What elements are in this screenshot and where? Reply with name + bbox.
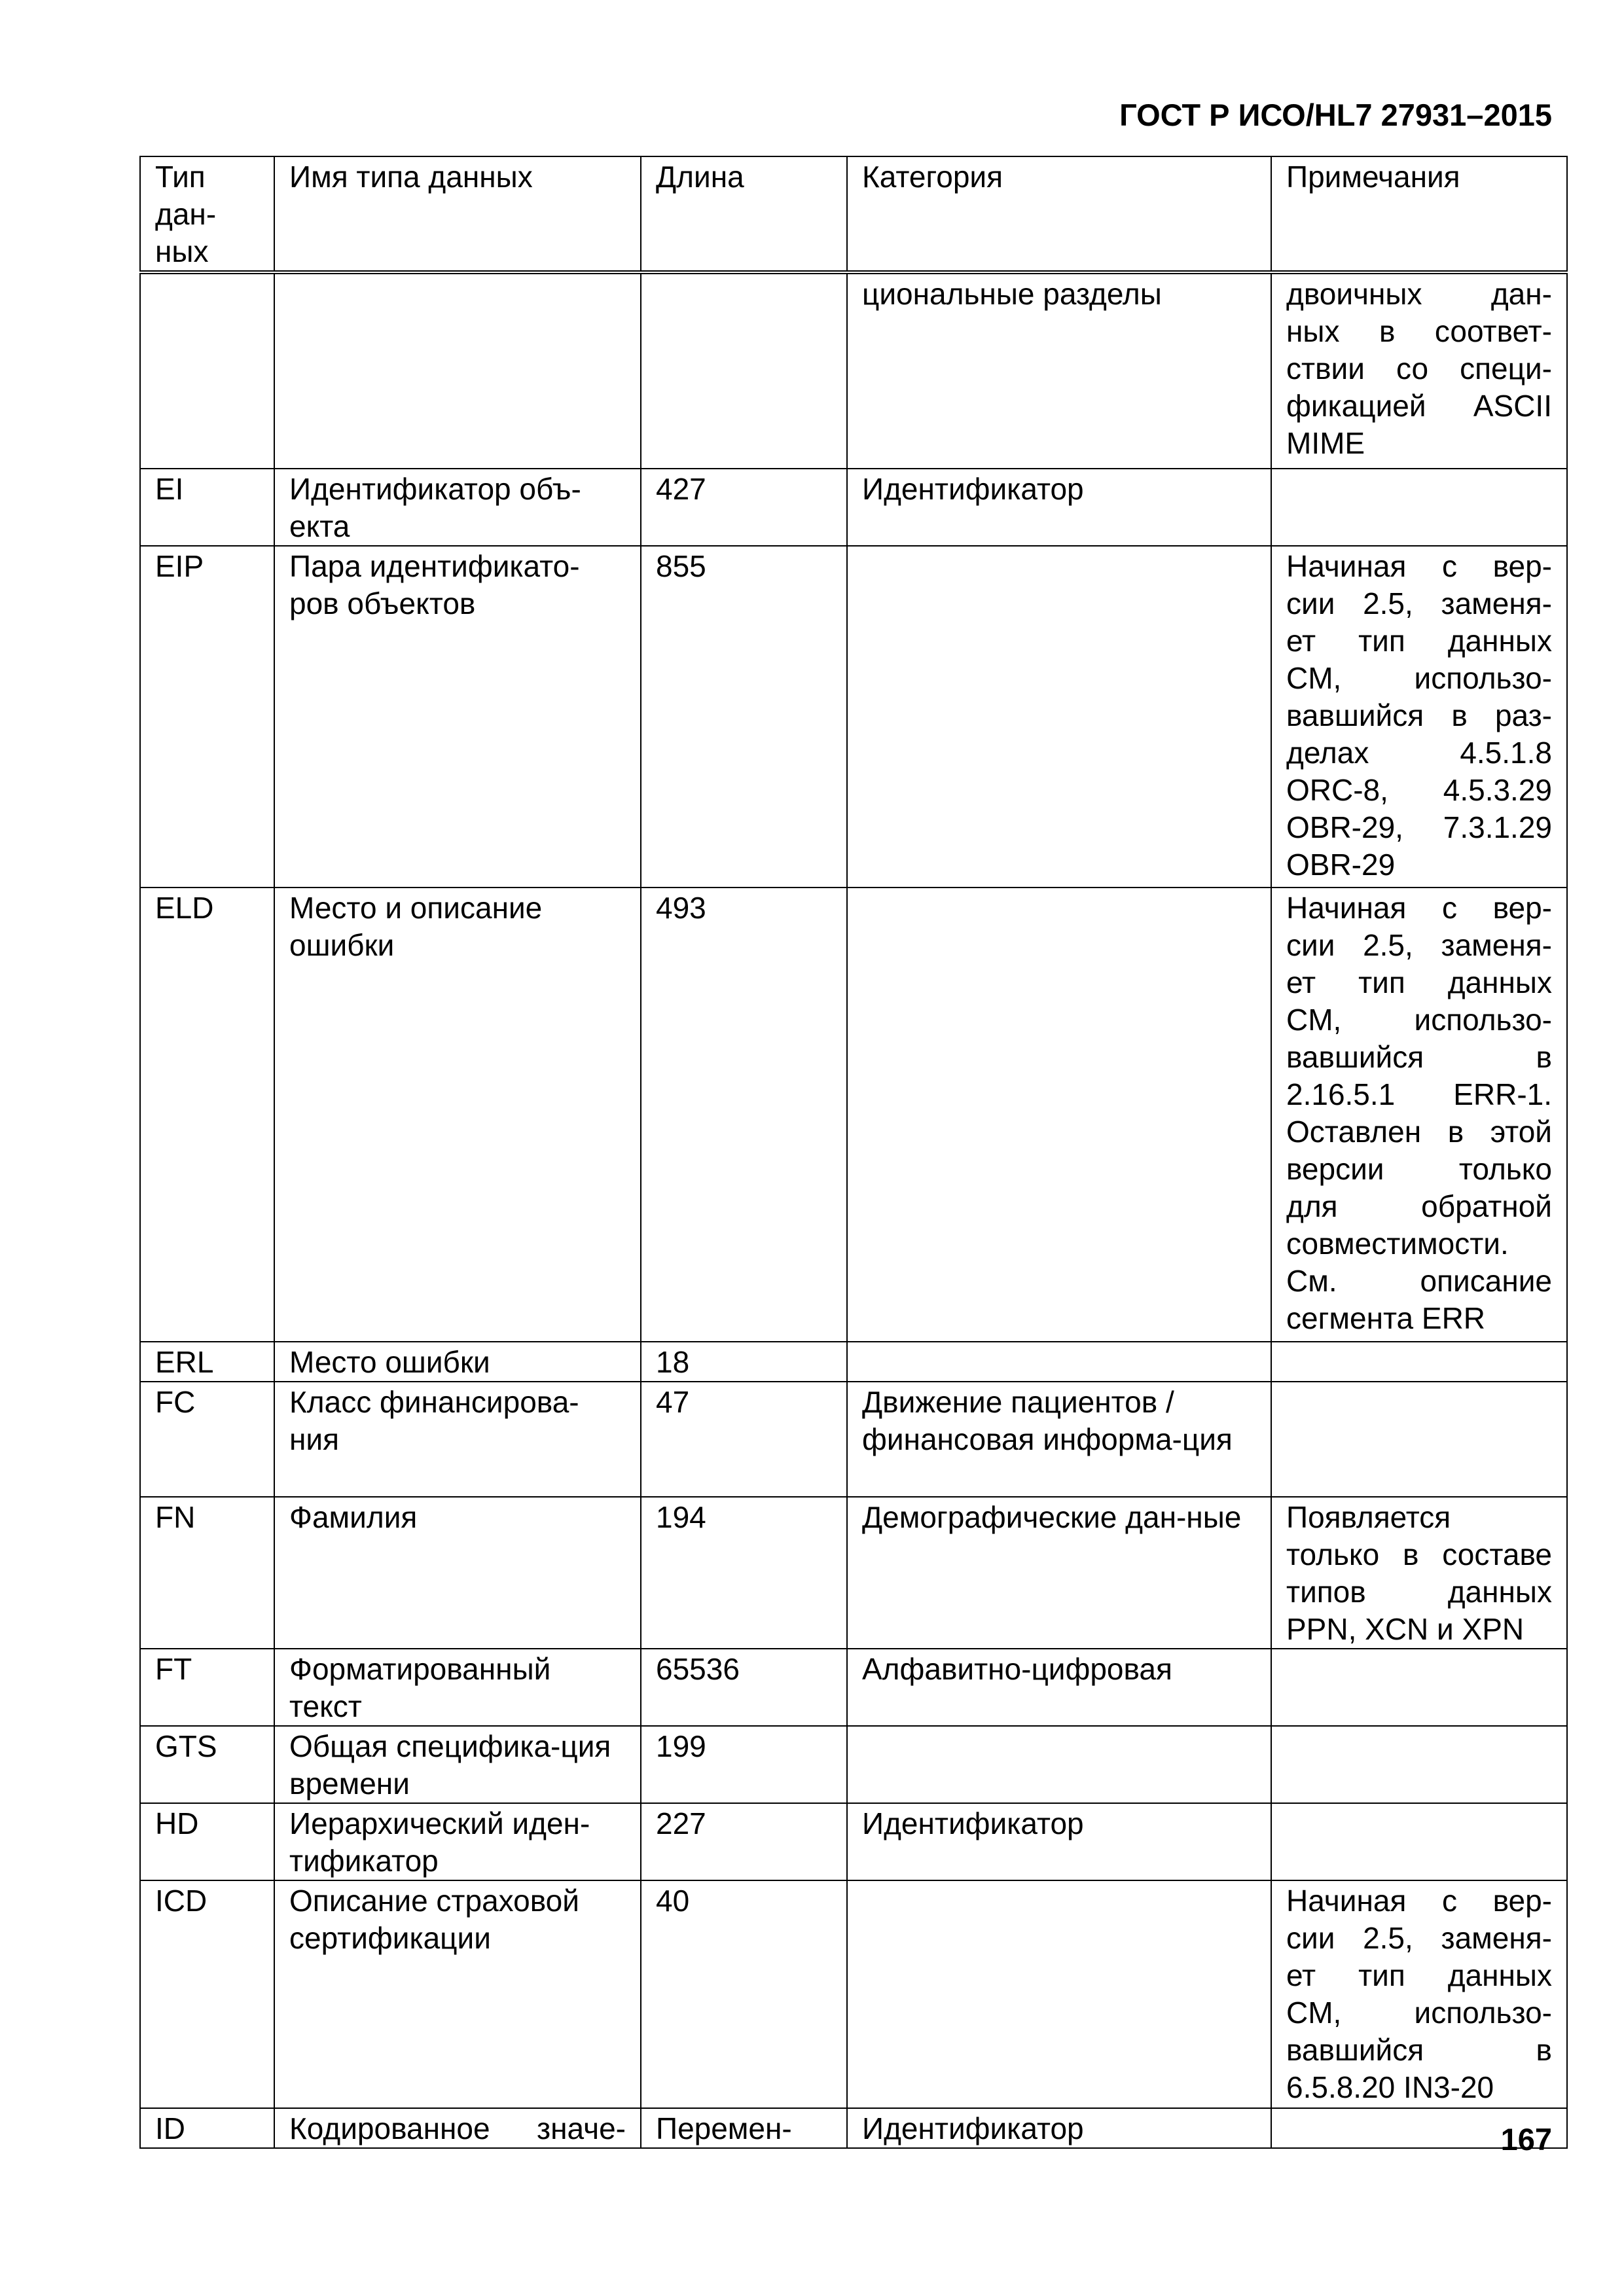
note-line: сегмента ERR <box>1286 1301 1486 1335</box>
note-line: вавшийся в <box>1286 2033 1552 2067</box>
table-row <box>140 469 1567 546</box>
column-header-category: Категория <box>847 156 1271 272</box>
column-header-notes: Примечания <box>1271 156 1567 272</box>
cell-category <box>847 888 1271 1342</box>
note-line: 2.16.5.1 ERR-1. <box>1286 1077 1552 1111</box>
cell-length: Перемен- <box>641 2108 847 2148</box>
note-line: CM, использо- <box>1286 661 1552 695</box>
table-row <box>140 546 1567 888</box>
cell-category: циональные разделы <box>847 272 1271 469</box>
cell-type: EIP <box>140 546 274 888</box>
cell-category <box>847 1880 1271 2108</box>
cell-notes <box>1271 1342 1567 1382</box>
cell-category: Алфавитно-цифровая <box>847 1649 1271 1726</box>
table-row <box>140 888 1567 1342</box>
table-row <box>140 2108 1567 2148</box>
table-row <box>140 1649 1567 1726</box>
note-line: вавшийся в раз- <box>1286 698 1552 732</box>
cell-category: Демографические дан-ные <box>847 1497 1271 1649</box>
note-line: ет тип данных <box>1286 965 1552 999</box>
note-line: Начиная с вер- <box>1286 549 1552 583</box>
cell-notes <box>1271 1880 1567 2108</box>
cell-name: Место и описание ошибки <box>274 888 641 1342</box>
note-line: типов данных <box>1286 1575 1552 1609</box>
column-header-type: Тип дан-ных <box>140 156 274 272</box>
cell-category: Идентификатор <box>847 469 1271 546</box>
cell-name: Идентификатор объ-екта <box>274 469 641 546</box>
note-line: См. описание <box>1286 1264 1552 1298</box>
note-line: 6.5.8.20 IN3-20 <box>1286 2070 1494 2104</box>
cell-category: Движение пациентов /финансовая информа-ция <box>847 1382 1271 1497</box>
note-line: сии 2.5, заменя- <box>1286 586 1552 620</box>
cell-notes <box>1271 1803 1567 1880</box>
cell-type: FT <box>140 1649 274 1726</box>
cell-length: 427 <box>641 469 847 546</box>
note-line: совместимости. <box>1286 1227 1509 1261</box>
note-line: фикацией ASCII <box>1286 389 1552 423</box>
cell-type <box>140 272 274 469</box>
note-line: Появляется <box>1286 1500 1451 1534</box>
note-line: сии 2.5, заменя- <box>1286 1921 1552 1955</box>
note-line: Начиная с вер- <box>1286 1884 1552 1918</box>
table-row <box>140 1803 1567 1880</box>
cell-length: 65536 <box>641 1649 847 1726</box>
cell-notes <box>1271 888 1567 1342</box>
note-line: OBR-29, 7.3.1.29 <box>1286 810 1552 844</box>
data-types-table <box>139 156 1568 2149</box>
table-row <box>140 1382 1567 1497</box>
note-line: PPN, XCN и XPN <box>1286 1612 1525 1646</box>
cell-length: 227 <box>641 1803 847 1880</box>
table-header-row <box>140 156 1567 272</box>
cell-type: ERL <box>140 1342 274 1382</box>
cell-type: FC <box>140 1382 274 1497</box>
cell-notes <box>1271 1649 1567 1726</box>
note-line: вавшийся в <box>1286 1040 1552 1074</box>
note-line: сии 2.5, заменя- <box>1286 928 1552 962</box>
note-line: Оставлен в этой <box>1286 1115 1552 1149</box>
note-line: Начиная с вер- <box>1286 891 1552 925</box>
cell-length: 18 <box>641 1342 847 1382</box>
table-row <box>140 1497 1567 1649</box>
cell-name: Форматированный текст <box>274 1649 641 1726</box>
note-line: MIME <box>1286 426 1365 460</box>
note-line: делах 4.5.1.8 <box>1286 736 1552 770</box>
cell-notes <box>1271 1497 1567 1649</box>
cell-name: Класс финансирова-ния <box>274 1382 641 1497</box>
cell-name: Общая специфика-ция времени <box>274 1726 641 1803</box>
note-line: ет тип данных <box>1286 624 1552 658</box>
note-line: ствии со специ- <box>1286 351 1552 386</box>
cell-name: Иерархический иден-тификатор <box>274 1803 641 1880</box>
cell-type: HD <box>140 1803 274 1880</box>
cell-notes <box>1271 1382 1567 1497</box>
note-line: только в составе <box>1286 1537 1552 1571</box>
cell-category <box>847 1726 1271 1803</box>
cell-category: Идентификатор <box>847 1803 1271 1880</box>
table-row <box>140 272 1567 469</box>
cell-name: Описание страховой сертификации <box>274 1880 641 2108</box>
table-row <box>140 1880 1567 2108</box>
cell-type: ID <box>140 2108 274 2148</box>
cell-type: EI <box>140 469 274 546</box>
cell-notes <box>1271 272 1567 469</box>
cell-name <box>274 272 641 469</box>
note-line: OBR-29 <box>1286 848 1396 882</box>
column-header-length: Длина <box>641 156 847 272</box>
table-body <box>140 272 1567 2148</box>
cell-length: 194 <box>641 1497 847 1649</box>
note-line: CM, использо- <box>1286 1996 1552 2030</box>
cell-length: 47 <box>641 1382 847 1497</box>
cell-type: GTS <box>140 1726 274 1803</box>
cell-name: Пара идентификато-ров объектов <box>274 546 641 888</box>
table-header <box>140 156 1567 272</box>
cell-length: 199 <box>641 1726 847 1803</box>
cell-length: 493 <box>641 888 847 1342</box>
cell-length: 855 <box>641 546 847 888</box>
table-row <box>140 1726 1567 1803</box>
page-number: 167 <box>1500 2122 1552 2157</box>
cell-name: Фамилия <box>274 1497 641 1649</box>
cell-type: ICD <box>140 1880 274 2108</box>
cell-name: Место ошибки <box>274 1342 641 1382</box>
note-line: ет тип данных <box>1286 1958 1552 1992</box>
note-line: ных в соответ- <box>1286 314 1552 348</box>
cell-type: FN <box>140 1497 274 1649</box>
note-line: версии только <box>1286 1152 1552 1186</box>
cell-notes <box>1271 1726 1567 1803</box>
document-number: ГОСТ Р ИСО/HL7 27931–2015 <box>1119 98 1552 132</box>
cell-category <box>847 546 1271 888</box>
cell-category <box>847 1342 1271 1382</box>
note-line: двоичных дан- <box>1286 277 1552 311</box>
cell-notes <box>1271 469 1567 546</box>
note-line: ORC-8, 4.5.3.29 <box>1286 773 1552 807</box>
column-header-name: Имя типа данных <box>274 156 641 272</box>
cell-length: 40 <box>641 1880 847 2108</box>
table-row <box>140 1342 1567 1382</box>
cell-length <box>641 272 847 469</box>
cell-notes <box>1271 546 1567 888</box>
cell-type: ELD <box>140 888 274 1342</box>
cell-name: Кодированное значе- <box>274 2108 641 2148</box>
note-line: CM, использо- <box>1286 1003 1552 1037</box>
note-line: для обратной <box>1286 1189 1552 1223</box>
cell-category: Идентификатор <box>847 2108 1271 2148</box>
